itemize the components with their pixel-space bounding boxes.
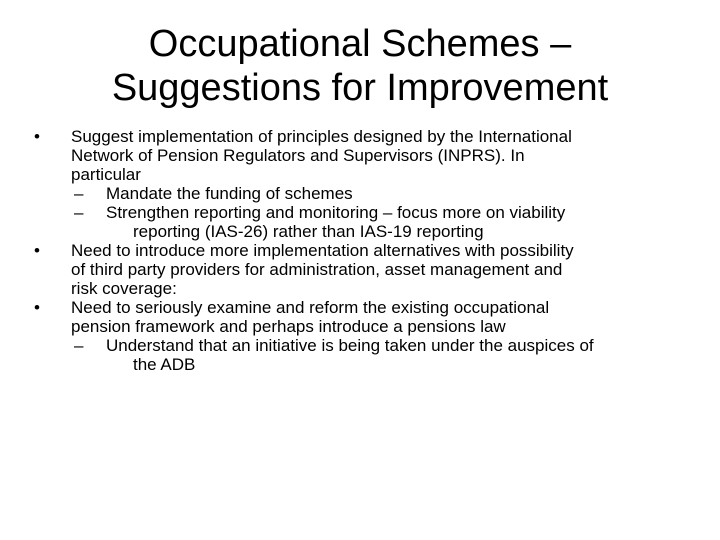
bullet-marker: • [34, 298, 40, 317]
sub-bullet-marker: – [74, 184, 84, 203]
bullet-line [34, 127, 694, 146]
bullet-marker: • [34, 127, 40, 146]
bullet-continuation: Network of Pension Regulators and Supervisors (INPRS). In [71, 146, 525, 165]
title-line: Suggestions for Improvement [111, 67, 609, 109]
bullet-text: Need to seriously examine and reform the existing occupational [71, 298, 550, 317]
sub-bullet-marker: – [74, 336, 84, 355]
bullet-continuation: pension framework and perhaps introduce a pensions law [71, 317, 506, 336]
sub-bullet-marker: – [74, 203, 84, 222]
sub-bullet-line [34, 184, 694, 203]
sub-bullet-line [34, 203, 694, 222]
bullet-line [34, 298, 694, 317]
slide-body [34, 127, 694, 374]
bullet-text: Need to introduce more implementation alternatives with possibility [71, 241, 574, 260]
bullet-line [34, 241, 694, 260]
sub-bullet-text: Mandate the funding of schemes [106, 184, 353, 203]
sub-bullet-text: Understand that an initiative is being taken under the auspices of [106, 336, 594, 355]
sub-bullet-continuation: the ADB [133, 355, 196, 374]
bullet-continuation: risk coverage: [71, 279, 177, 298]
sub-bullet-line [34, 336, 694, 355]
title-line: Occupational Schemes – [148, 23, 572, 65]
sub-bullet-text: Strengthen reporting and monitoring – focus more on viability [106, 203, 566, 222]
bullet-text: Suggest implementation of principles designed by the International [71, 127, 572, 146]
slide-title [40, 22, 680, 110]
bullet-continuation: of third party providers for administration, asset management and [71, 260, 563, 279]
bullet-marker: • [34, 241, 40, 260]
sub-bullet-continuation: reporting (IAS-26) rather than IAS-19 reporting [133, 222, 484, 241]
bullet-continuation: particular [71, 165, 141, 184]
